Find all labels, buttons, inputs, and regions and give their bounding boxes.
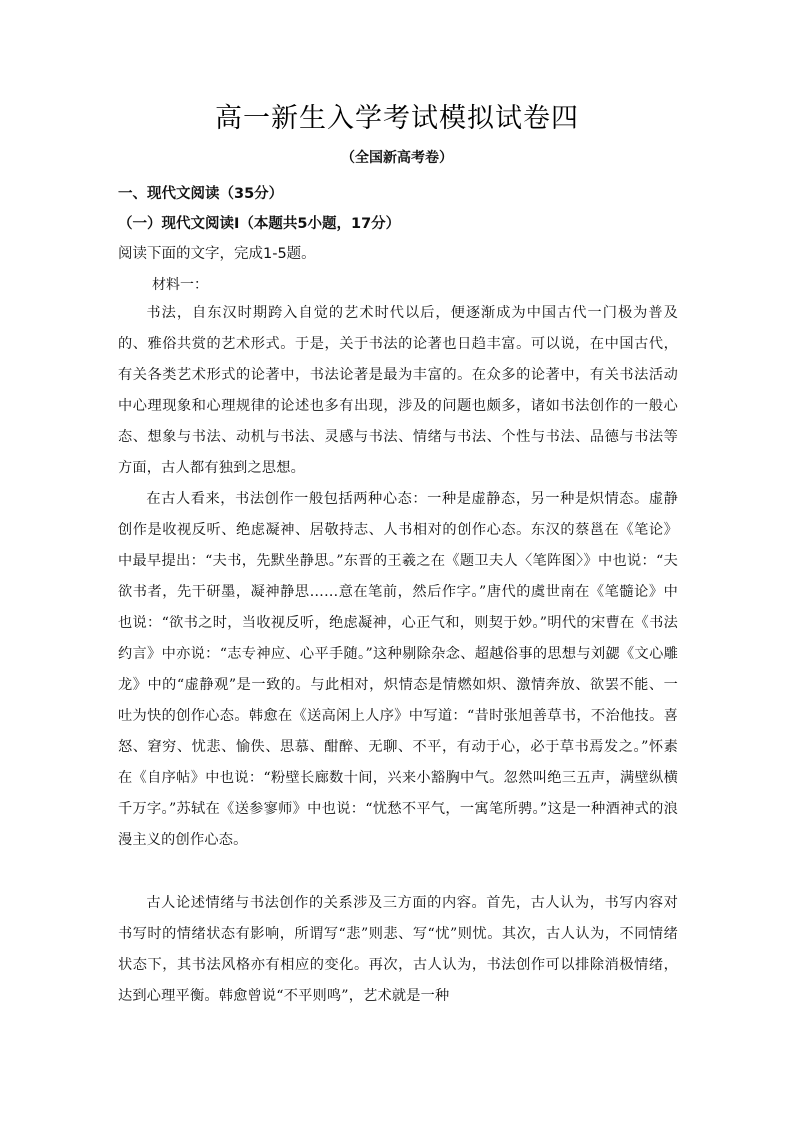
material-label: 材料一： (152, 277, 208, 293)
passage-paragraph-3: 古人论述情绪与书法创作的关系涉及三方面的内容。首先，古人认为，书写内容对书写时的情绪状态有影响，所谓写“悲”则悲、写“忧”则忧。其次，古人认为，不同情绪状态下，其书法风格亦有相应的变化。再次，古人认为，书法创作可以排除消极情绪，达到心理平衡。韩愈曾说“不平则鸣”，艺术就是一种 (118, 895, 678, 1004)
section-heading: 一、现代文阅读（35分） (118, 186, 284, 202)
subsection-heading: （一）现代文阅读Ⅰ（本题共5小题，17分） (118, 216, 401, 232)
reading-instruction: 阅读下面的文字，完成1-5题。 (118, 246, 316, 262)
exam-title: 高一新生入学考试模拟试卷四 (215, 103, 579, 134)
passage-paragraph-1: 书法，自东汉时期跨入自觉的艺术时代以后，便逐渐成为中国古代一门极为普及的、雅俗共赏的艺术形式。于是，关于书法的论著也日趋丰富。可以说，在中国古代，有关各类艺术形式的论著中，书法论著是最为丰富的。在众多的论著中，有关书法活动中心理现象和心理规律的论述也多有出现，涉及的问题也颇多，诸如书法创作的一般心态、想象与书法、动机与书法、灵感与书法、情绪与书法、个性与书法、品德与书法等方面，古人都有独到之思想。 (118, 305, 678, 476)
exam-subtitle: （全国新高考卷） (341, 150, 453, 166)
passage-paragraph-2: 在古人看来，书法创作一般包括两种心态：一种是虚静态，另一种是炽情态。虚静创作是收视反听、绝虑凝神、居敬持志、人书相对的创作心态。东汉的蔡邕在《笔论》中最早提出：“夫书，先默坐静思。”东晋的王羲之在《题卫夫人〈笔阵图〉》中也说：“夫欲书者，先干研墨，凝神静思……意在笔前，然后作字。”唐代的虞世南在《笔髓论》中也说：“欲书之时，当收视反听，绝虑凝神，心正气和，则契于妙。”明代的宋曹在《书法约言》中亦说：“志专神应、心平手随。”这种剔除杂念、超越俗事的思想与刘勰《文心雕龙》中的“虚静观”是一致的。与此相对，炽情态是情燃如炽、激情奔放、欲罢不能、一吐为快的创作心态。韩愈在《送高闲上人序》中写道：“昔时张旭善草书，不治他技。喜怒、窘穷、忧悲、愉佚、思慕、酣醉、无聊、不平，有动于心，必于草书焉发之。”怀素在《自序帖》中也说：“粉壁长廊数十间，兴来小豁胸中气。忽然叫绝三五声，满壁纵横千万字。”苏轼在《送参寥师》中也说：“忧愁不平气，一寓笔所骋。”这是一种酒神式的浪漫主义的创作心态。 (118, 491, 678, 848)
